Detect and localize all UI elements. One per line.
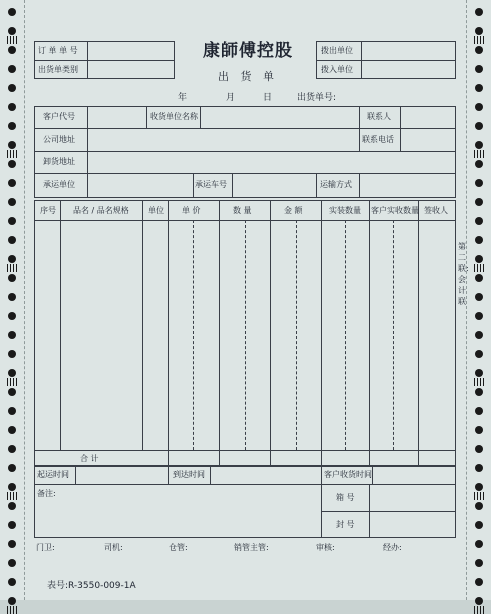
- divider: [34, 484, 456, 485]
- divider: [193, 173, 194, 198]
- document-title: 出 货 单: [218, 70, 278, 83]
- total-row-divider: [34, 450, 456, 451]
- col-header: 客户实收数量: [371, 206, 419, 215]
- divider: [369, 200, 370, 466]
- contact-label: 联系人: [367, 112, 391, 121]
- unload-address-label: 卸货地址: [43, 157, 75, 166]
- copy-label: 第二联:会计联: [458, 242, 469, 306]
- divider: [321, 200, 322, 466]
- divider: [359, 106, 360, 151]
- signature-label: 审核:: [316, 543, 335, 552]
- divider: [142, 200, 143, 450]
- col-header: 单位: [148, 206, 164, 215]
- divider: [219, 200, 220, 466]
- divider: [400, 106, 401, 151]
- divider: [34, 60, 175, 61]
- divider: [146, 106, 147, 128]
- transfer-in-label: 拨入单位: [321, 65, 353, 74]
- col-header: 序号: [40, 206, 56, 215]
- divider: [296, 220, 297, 450]
- col-header: 签收人: [424, 206, 448, 215]
- customer-receive-time-label: 客户收货时间: [324, 470, 372, 479]
- transfer-out-label: 拨出单位: [321, 46, 353, 55]
- signature-label: 仓管:: [169, 543, 188, 552]
- divider: [60, 200, 61, 450]
- divider: [245, 220, 246, 450]
- remarks-label: 备注:: [37, 489, 56, 498]
- divider: [34, 151, 456, 152]
- carrier-label: 承运单位: [43, 180, 75, 189]
- vehicle-number-label: 承运车号: [195, 180, 227, 189]
- divider: [34, 128, 456, 129]
- col-header: 数 量: [233, 206, 252, 215]
- company-logo: 康師傅控股: [203, 41, 293, 61]
- divider: [393, 220, 394, 450]
- form-code: 表号:R-3550-009-1A: [47, 581, 136, 591]
- signature-label: 销管主管:: [234, 543, 269, 552]
- divider: [168, 466, 169, 484]
- divider: [193, 220, 194, 450]
- perforation-mark: [7, 606, 17, 614]
- divider: [75, 466, 76, 484]
- customer-info-box: [34, 106, 456, 198]
- order-number-label: 订 单 单 号: [38, 46, 78, 55]
- total-label: 合 计: [80, 454, 99, 463]
- year-label: 年: [178, 93, 188, 103]
- start-time-label: 起运时间: [37, 470, 69, 479]
- transport-mode-label: 运输方式: [320, 180, 352, 189]
- divider: [168, 200, 169, 466]
- col-header: 单 价: [182, 206, 201, 215]
- divider: [372, 466, 373, 484]
- box-number-label: 箱 号: [336, 493, 355, 502]
- signature-label: 门卫:: [36, 543, 55, 552]
- col-header: 实装数量: [329, 206, 361, 215]
- col-header: 品名 / 品名规格: [73, 206, 129, 215]
- divider: [87, 106, 88, 198]
- divider: [270, 200, 271, 466]
- divider: [369, 484, 370, 538]
- signature-label: 司机:: [104, 543, 123, 552]
- divider: [418, 200, 419, 466]
- divider: [361, 41, 362, 79]
- perforation-mark: [474, 606, 484, 614]
- divider: [316, 60, 456, 61]
- customer-code-label: 客户代号: [43, 112, 75, 121]
- divider: [321, 466, 322, 538]
- bottom-info-box: [34, 466, 456, 538]
- arrive-time-label: 到达时间: [173, 470, 205, 479]
- col-header: 金 额: [284, 206, 303, 215]
- seal-number-label: 封 号: [336, 520, 355, 529]
- divider: [345, 220, 346, 450]
- day-label: 日: [263, 93, 273, 103]
- divider: [316, 173, 317, 198]
- divider: [210, 466, 211, 484]
- divider: [87, 41, 88, 79]
- shipment-number-label: 出货单号:: [297, 93, 337, 103]
- shipment-type-label: 出货单类别: [38, 65, 78, 74]
- signature-label: 经办:: [383, 543, 402, 552]
- divider: [200, 106, 201, 128]
- month-label: 月: [226, 93, 236, 103]
- divider: [34, 173, 456, 174]
- divider: [321, 511, 456, 512]
- receiving-unit-label: 收货单位名称: [150, 112, 198, 121]
- divider: [232, 173, 233, 198]
- phone-label: 联系电话: [362, 135, 394, 144]
- company-address-label: 公司地址: [43, 135, 75, 144]
- divider: [359, 173, 360, 198]
